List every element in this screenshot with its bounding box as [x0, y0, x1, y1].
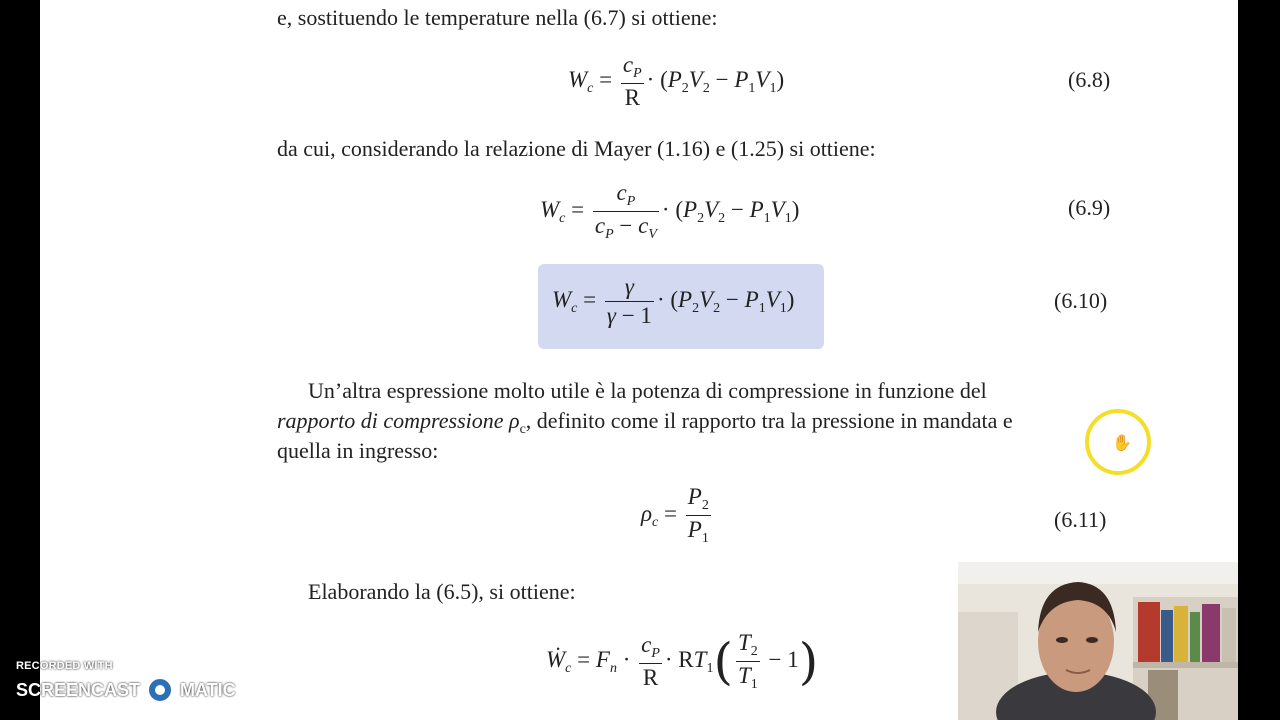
equation-6-9: $W_c$ = $\frac{c_P}{c_P - c_V}$ · $(P_2V_2 - P_1V_1)$: [540, 180, 800, 242]
text-line: quella in ingresso:: [277, 438, 439, 463]
brand-right: MATIC: [180, 679, 236, 700]
text-line: Un’altra espressione molto utile è la potenza di compressione in funzione del: [308, 378, 987, 403]
equation-number: (6.8): [1068, 67, 1111, 92]
text-line: rapporto di compressione $\rho_c$, definito come il rapporto tra la pressione in mandata e: [277, 408, 1013, 437]
equation-number: (6.10): [1054, 288, 1108, 313]
webcam-feed: [958, 562, 1238, 720]
equation-6-8: $W_c$ = $\frac{c_P}{R}$ · $(P_2V_2 - P_1V_1)$: [568, 52, 785, 110]
equation-power: Ẇ$_c$ = $F_n$ · $\frac{c_P}{R}$ · $RT_1$( $\frac{T_2}{T_1}$ − 1): [546, 630, 819, 692]
hand-cursor-icon: ✋: [1112, 433, 1132, 452]
webcam-overlay: [958, 562, 1238, 720]
equation-number: (6.9): [1068, 195, 1111, 220]
brand-left: SCREENCAST: [16, 679, 141, 700]
recorded-with-label: RECORDED WITH: [16, 660, 113, 672]
equation-6-11: $\rho_c$ = $\frac{P_2}{P_1}$: [641, 484, 709, 546]
text-line: da cui, considerando la relazione di Mayer (1.16) e (1.25) si ottiene:: [277, 136, 876, 161]
text-line: Elaborando la (6.5), si ottiene:: [308, 579, 576, 604]
screencast-watermark: [16, 660, 236, 704]
equation-6-10: $W_c$ = $\frac{\gamma}{\gamma - 1}$ · $(P_2V_2 - P_1V_1)$: [552, 274, 795, 328]
italic-term: rapporto di compressione: [277, 408, 504, 433]
screencast-logo-icon: [146, 676, 174, 704]
equation-number: (6.11): [1054, 507, 1107, 532]
text-span: , definito come il rapporto tra la pressione in mandata e: [525, 408, 1013, 433]
text-line: e, sostituendo le temperature nella (6.7) si ottiene:: [277, 5, 718, 30]
brand-logo: [16, 676, 236, 704]
